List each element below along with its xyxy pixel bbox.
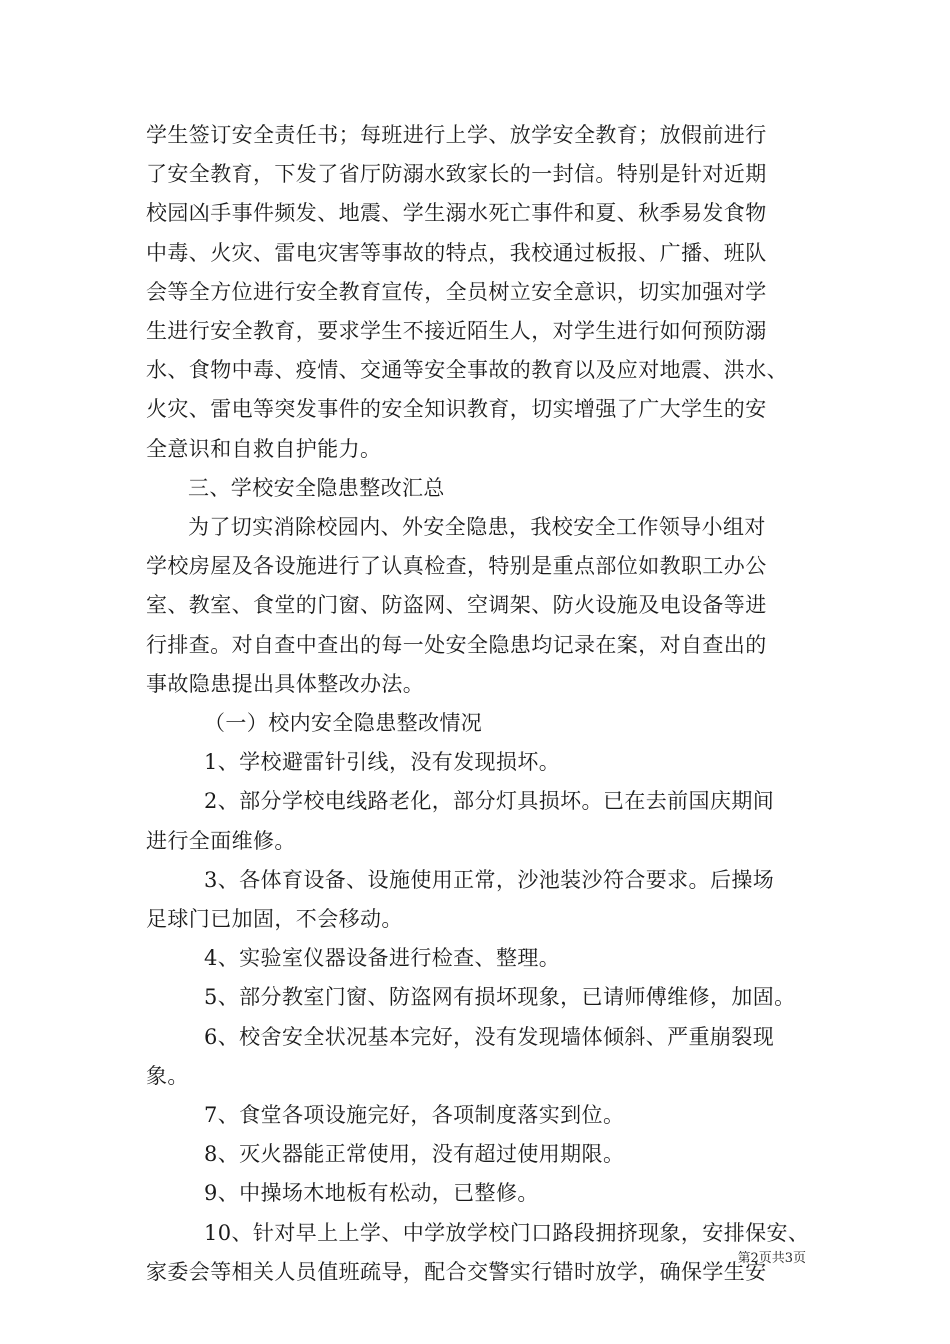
text-line: 全意识和自救自护能力。: [146, 436, 382, 461]
text-line: 室、教室、食堂的门窗、防盗网、空调架、防火设施及电设备等进: [146, 593, 767, 618]
text-line: 事故隐患提出具体整改办法。: [146, 671, 425, 696]
list-item: 7、食堂各项设施完好，各项制度落实到位。: [204, 1103, 625, 1128]
page-number: 第2页共3页: [737, 1251, 806, 1266]
text-line: 家委会等相关人员值班疏导，配合交警实行错时放学，确保学生安: [146, 1259, 767, 1284]
list-item: 10、针对早上上学、中学放学校门口路段拥挤现象，安排保安、: [204, 1220, 810, 1245]
subsection-heading: （一）校内安全隐患整改情况: [204, 711, 483, 736]
text-line: 学生签订安全责任书；每班进行上学、放学安全教育；放假前进行: [146, 123, 767, 147]
text-line: 生进行安全教育，要求学生不接近陌生人，对学生进行如何预防溺: [146, 319, 767, 344]
text-line: 为了切实消除校园内、外安全隐患，我校安全工作领导小组对: [188, 515, 766, 540]
text-line: 校园凶手事件频发、地震、学生溺水死亡事件和夏、秋季易发食物: [146, 201, 767, 226]
text-line: 了安全教育，下发了省厅防溺水致家长的一封信。特别是针对近期: [146, 162, 767, 187]
text-line: 火灾、雷电等突发事件的安全知识教育，切实增强了广大学生的安: [146, 397, 767, 422]
text-line: 进行全面维修。: [146, 828, 296, 853]
list-item: 9、中操场木地板有松动，已整修。: [204, 1181, 539, 1206]
list-item: 3、各体育设备、设施使用正常，沙池装沙符合要求。后操场: [204, 867, 775, 892]
list-item: 8、灭火器能正常使用，没有超过使用期限。: [204, 1142, 625, 1167]
text-line: 足球门已加固，不会移动。: [146, 907, 403, 932]
list-item: 6、校舍安全状况基本完好，没有发现墙体倾斜、严重崩裂现: [204, 1024, 775, 1049]
document-body: [146, 116, 810, 1292]
section-heading: 三、学校安全隐患整改汇总: [188, 475, 445, 500]
text-line: 会等全方位进行安全教育宣传，全员树立安全意识，切实加强对学: [146, 279, 767, 304]
text-line: 学校房屋及各设施进行了认真检查，特别是重点部位如教职工办公: [146, 554, 767, 579]
text-line: 水、食物中毒、疫情、交通等安全事故的教育以及应对地震、洪水、: [146, 358, 788, 383]
text-line: 象。: [146, 1063, 189, 1088]
list-item: 4、实验室仪器设备进行检查、整理。: [204, 946, 561, 971]
text-line: 中毒、火灾、雷电灾害等事故的特点，我校通过板报、广播、班队: [146, 240, 767, 265]
list-item: 1、学校避雷针引线，没有发现损坏。: [204, 750, 561, 775]
list-item: 2、部分学校电线路老化，部分灯具损坏。已在去前国庆期间: [204, 789, 775, 814]
list-item: 5、部分教室门窗、防盗网有损坏现象，已请师傅维修，加固。: [204, 985, 796, 1010]
text-line: 行排查。对自查中查出的每一处安全隐患均记录在案，对自查出的: [146, 632, 767, 657]
